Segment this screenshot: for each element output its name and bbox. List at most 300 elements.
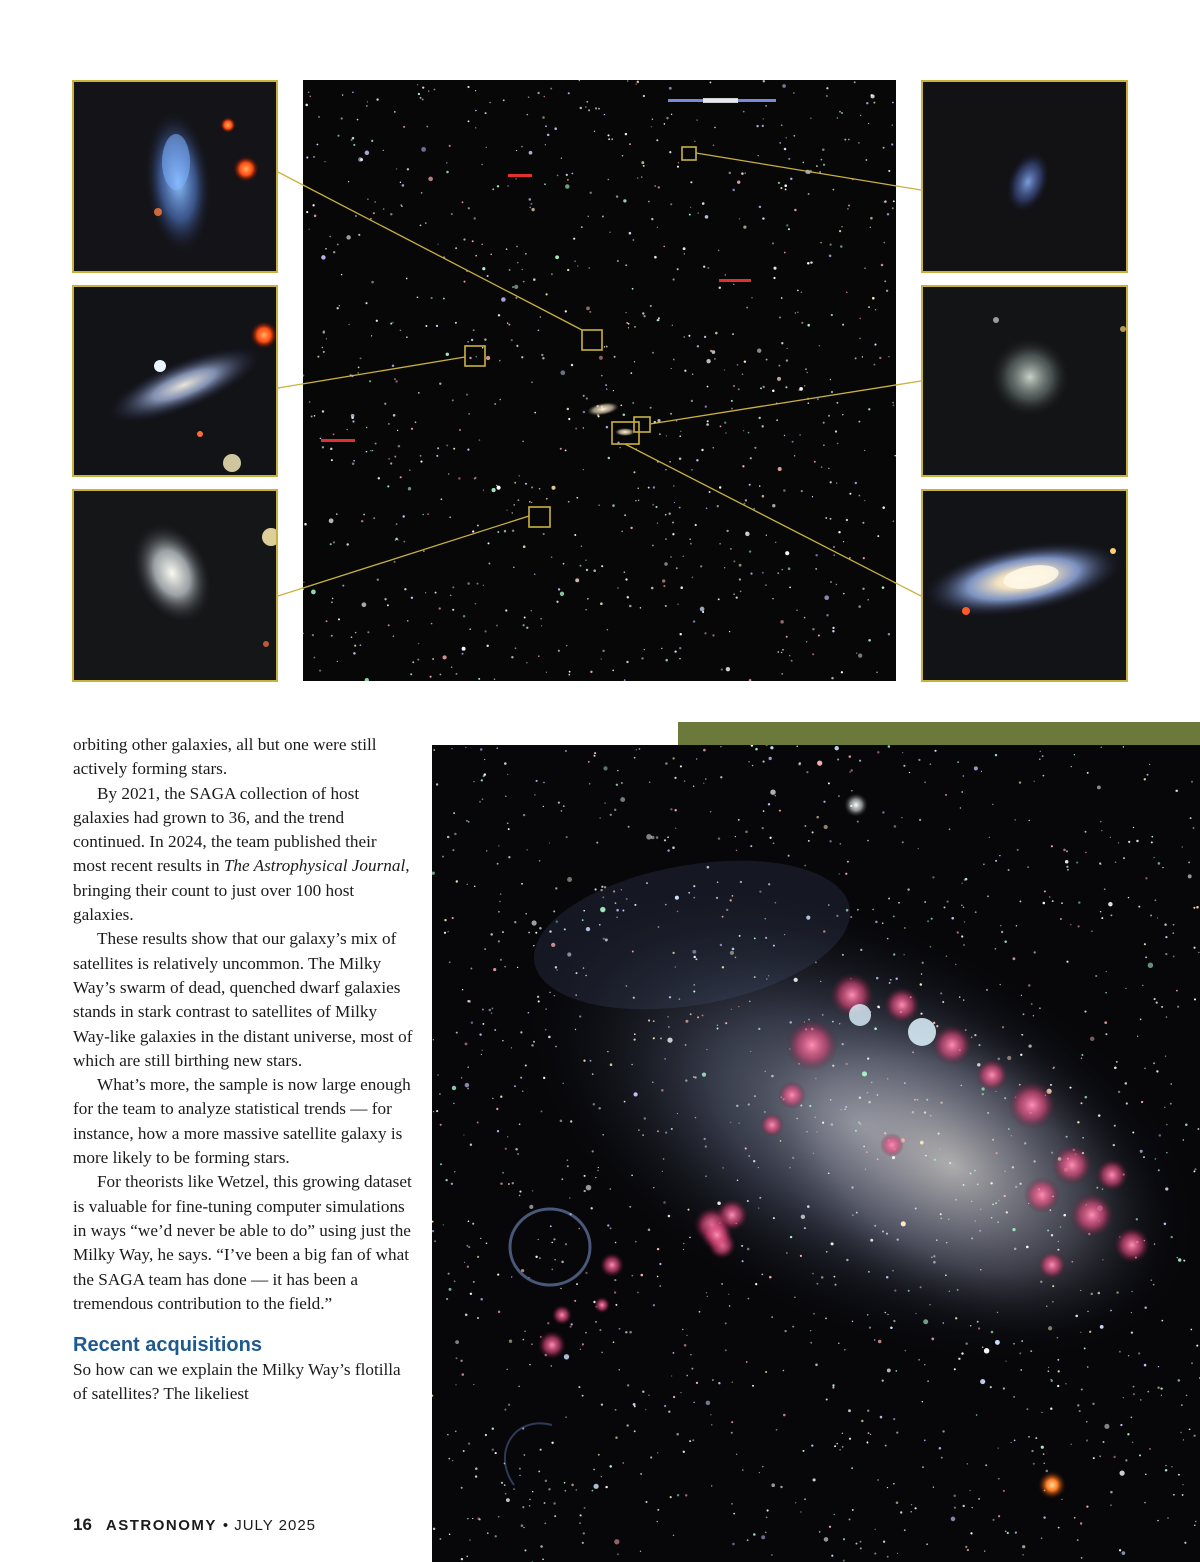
star	[974, 1034, 976, 1036]
star	[1019, 1352, 1021, 1354]
star	[1194, 1524, 1195, 1525]
star	[1014, 1248, 1016, 1250]
star	[997, 1312, 998, 1313]
star	[626, 985, 628, 987]
star	[939, 1148, 941, 1150]
star	[844, 1108, 846, 1110]
star	[881, 264, 884, 267]
star	[831, 1555, 833, 1557]
star	[1085, 831, 1087, 833]
star	[874, 1339, 875, 1340]
star	[846, 292, 847, 293]
star	[656, 139, 658, 141]
star	[1043, 902, 1046, 905]
star	[804, 385, 805, 386]
star	[482, 1023, 484, 1025]
star	[422, 86, 424, 88]
star	[670, 1496, 672, 1498]
star	[671, 368, 672, 369]
star	[688, 335, 690, 337]
star	[611, 138, 613, 140]
star-field-image	[303, 80, 896, 681]
star	[742, 373, 744, 375]
star	[401, 206, 402, 207]
star	[737, 1180, 739, 1182]
star	[496, 485, 497, 486]
star	[810, 1342, 812, 1344]
star	[838, 531, 840, 533]
star	[529, 1205, 533, 1209]
star	[654, 185, 656, 187]
star	[1019, 781, 1021, 783]
star	[642, 1134, 644, 1136]
star	[885, 1312, 887, 1314]
star	[427, 513, 428, 514]
star	[553, 910, 555, 912]
star	[594, 131, 595, 132]
star	[400, 476, 402, 478]
star	[933, 1486, 934, 1487]
star	[652, 1081, 654, 1083]
star	[477, 525, 479, 527]
star	[1070, 924, 1072, 926]
star	[998, 1515, 1000, 1517]
star	[484, 773, 486, 775]
star	[896, 1501, 899, 1504]
star	[314, 657, 316, 659]
star	[732, 333, 734, 335]
star	[1040, 751, 1042, 753]
star	[821, 1276, 824, 1279]
star	[352, 462, 355, 465]
star	[1182, 1484, 1183, 1485]
star	[455, 322, 457, 324]
star	[770, 789, 775, 794]
star	[788, 228, 790, 230]
star	[522, 1506, 524, 1508]
star	[1080, 1332, 1081, 1333]
star	[586, 397, 588, 399]
star	[867, 599, 869, 601]
star	[1030, 1350, 1032, 1352]
star	[504, 530, 506, 532]
star	[1001, 931, 1003, 933]
star	[624, 514, 626, 516]
star	[549, 842, 550, 843]
star	[584, 1507, 586, 1509]
star	[696, 758, 697, 759]
star	[686, 1375, 688, 1377]
star	[453, 448, 455, 450]
star	[804, 1498, 806, 1500]
inset-spiral-host-galaxy	[921, 489, 1128, 682]
star	[502, 931, 504, 933]
star	[784, 184, 787, 187]
star	[352, 420, 354, 422]
star	[1007, 1532, 1009, 1534]
star	[788, 855, 790, 857]
star	[631, 1064, 633, 1066]
star	[526, 849, 527, 850]
star	[784, 934, 785, 935]
star	[535, 1256, 537, 1258]
star	[333, 251, 335, 253]
star	[332, 598, 334, 600]
star	[482, 347, 484, 349]
star	[720, 944, 722, 946]
star	[802, 1450, 804, 1452]
star	[943, 1322, 945, 1324]
section-accent-bar	[678, 722, 1200, 745]
star	[361, 520, 363, 522]
star	[462, 989, 463, 990]
star	[392, 364, 395, 367]
star	[1058, 1370, 1060, 1372]
star	[396, 168, 397, 169]
star	[417, 84, 418, 85]
star	[856, 1543, 858, 1545]
star	[492, 1449, 494, 1451]
star	[365, 302, 367, 304]
star	[697, 1016, 699, 1018]
star	[1076, 862, 1078, 864]
star	[555, 1046, 557, 1048]
paragraph: orbiting other galaxies, all but one were still actively forming stars.	[73, 735, 377, 779]
star	[975, 1220, 976, 1221]
star	[519, 1195, 521, 1197]
star	[888, 356, 889, 357]
star	[1051, 1234, 1053, 1236]
star	[460, 1360, 462, 1362]
star	[961, 935, 963, 937]
star	[998, 1447, 999, 1448]
star	[440, 1124, 442, 1126]
star	[748, 761, 749, 762]
star	[759, 1197, 761, 1199]
star	[702, 1014, 704, 1016]
star	[373, 517, 375, 519]
star	[461, 1558, 463, 1560]
star	[600, 602, 603, 605]
star	[851, 769, 853, 771]
star	[664, 839, 666, 841]
star	[1164, 1223, 1167, 1226]
star	[400, 204, 401, 205]
star	[731, 400, 733, 402]
star	[663, 1201, 666, 1204]
star	[616, 909, 619, 912]
inset-faint-blue-dwarf-galaxy	[921, 80, 1128, 273]
star	[963, 775, 965, 777]
star	[492, 188, 494, 190]
star	[586, 1185, 592, 1191]
star	[477, 1256, 479, 1258]
star	[653, 486, 655, 488]
star	[871, 94, 875, 98]
star	[892, 207, 894, 209]
star	[1151, 1279, 1153, 1281]
star	[977, 1183, 979, 1185]
star	[488, 542, 490, 544]
star	[690, 543, 692, 545]
star	[725, 1022, 727, 1024]
star	[546, 498, 548, 500]
star	[863, 557, 865, 559]
star	[439, 674, 441, 676]
star	[304, 523, 307, 526]
star	[1048, 1367, 1049, 1368]
star	[1081, 1388, 1083, 1390]
star	[1170, 1103, 1172, 1105]
star	[927, 920, 929, 922]
star	[516, 150, 517, 151]
star	[582, 919, 584, 921]
star	[806, 916, 810, 920]
star	[797, 311, 799, 313]
star	[1102, 1259, 1103, 1260]
star	[599, 924, 601, 926]
star	[703, 266, 705, 268]
star	[601, 565, 603, 567]
star	[388, 423, 390, 425]
star	[825, 1318, 827, 1320]
star	[468, 120, 470, 122]
star	[388, 458, 390, 460]
star	[503, 99, 505, 101]
star	[541, 354, 543, 356]
star	[640, 1473, 642, 1475]
star	[758, 1028, 760, 1030]
star	[761, 1535, 765, 1539]
star	[1138, 1352, 1140, 1354]
star	[763, 118, 764, 119]
star	[421, 147, 426, 152]
star	[1019, 900, 1021, 902]
inset-diffuse-dwarf-galaxy	[921, 285, 1128, 477]
star	[608, 138, 610, 140]
star	[546, 672, 547, 673]
star	[789, 1021, 792, 1024]
star	[651, 126, 652, 127]
star	[920, 1141, 924, 1145]
star	[702, 611, 704, 613]
star	[491, 1007, 493, 1009]
star	[759, 417, 761, 419]
star	[707, 386, 709, 388]
star	[512, 530, 514, 533]
star	[1021, 1340, 1023, 1342]
star	[849, 1518, 851, 1520]
star	[586, 927, 590, 931]
star	[582, 1343, 584, 1345]
star	[849, 771, 851, 773]
star	[783, 1370, 785, 1372]
star	[625, 264, 627, 266]
star	[484, 630, 486, 632]
star	[1003, 1490, 1005, 1492]
star	[729, 1305, 731, 1307]
star	[1110, 1504, 1112, 1506]
star	[776, 403, 777, 404]
star	[453, 812, 455, 814]
star	[527, 114, 529, 116]
star	[487, 275, 489, 277]
star	[941, 1457, 943, 1459]
star	[877, 751, 879, 753]
star	[363, 514, 365, 516]
star	[976, 1414, 978, 1416]
star	[653, 1037, 655, 1039]
star	[977, 1321, 979, 1323]
star	[610, 1063, 613, 1066]
star	[453, 1103, 455, 1105]
star	[540, 1110, 542, 1112]
star	[796, 1118, 798, 1120]
star	[858, 605, 861, 608]
star	[579, 1015, 581, 1017]
star	[626, 661, 628, 663]
star	[696, 119, 697, 120]
star	[1188, 861, 1190, 863]
star	[753, 1160, 755, 1162]
star	[971, 1036, 973, 1038]
star	[984, 1348, 990, 1354]
page-number: 16	[73, 1515, 92, 1534]
star	[422, 514, 424, 516]
star	[864, 500, 865, 501]
star	[897, 1238, 899, 1240]
star	[606, 346, 608, 348]
star	[366, 105, 368, 107]
star	[452, 1086, 456, 1090]
star	[495, 1452, 497, 1454]
star	[967, 1463, 968, 1464]
star	[859, 338, 861, 340]
star	[1120, 1424, 1122, 1426]
star	[1193, 1170, 1195, 1172]
star	[733, 385, 735, 387]
star	[599, 356, 603, 360]
star	[772, 598, 773, 599]
star	[1004, 940, 1006, 942]
star	[496, 625, 498, 627]
star	[830, 481, 832, 483]
star	[971, 1237, 973, 1239]
star	[645, 1409, 646, 1410]
star	[870, 217, 873, 220]
star	[1171, 1236, 1173, 1238]
star	[703, 783, 704, 784]
star	[784, 435, 785, 436]
star	[920, 1013, 922, 1015]
star	[418, 93, 420, 95]
star	[849, 755, 851, 757]
star	[558, 801, 560, 803]
dwarf-galaxy-svg	[432, 745, 1200, 1562]
star	[613, 390, 614, 391]
star	[842, 1433, 844, 1435]
star	[558, 588, 560, 590]
star	[494, 1029, 496, 1031]
star	[456, 1357, 458, 1359]
star	[631, 1174, 633, 1176]
star	[506, 1498, 510, 1502]
star	[790, 178, 792, 180]
star	[765, 918, 766, 919]
star	[524, 1454, 526, 1456]
star	[531, 208, 534, 211]
star	[754, 1095, 756, 1097]
star	[421, 192, 423, 194]
star	[1194, 998, 1196, 1000]
star	[601, 1352, 603, 1354]
star	[731, 1009, 732, 1010]
star	[544, 1502, 546, 1504]
star	[446, 171, 449, 174]
star	[595, 107, 597, 109]
star	[1195, 1521, 1196, 1522]
star	[1116, 1061, 1118, 1063]
star	[545, 1029, 546, 1030]
star	[665, 605, 667, 607]
star	[1086, 1439, 1088, 1441]
star	[798, 389, 800, 391]
star	[487, 1532, 489, 1534]
star	[595, 1177, 596, 1178]
star	[485, 112, 487, 114]
star	[872, 909, 873, 910]
star	[443, 256, 445, 258]
star	[455, 1340, 459, 1344]
star	[957, 761, 959, 763]
star	[951, 917, 954, 920]
star	[1183, 1260, 1185, 1262]
star	[1116, 1291, 1118, 1293]
star	[1065, 860, 1069, 864]
star	[1003, 1387, 1005, 1389]
star	[794, 1297, 796, 1299]
star	[1005, 1530, 1007, 1532]
star	[341, 117, 343, 119]
star	[793, 135, 795, 137]
star	[1000, 925, 1002, 927]
star	[605, 384, 607, 386]
star	[472, 240, 474, 242]
star	[512, 512, 513, 513]
star	[815, 1078, 817, 1080]
star	[467, 341, 468, 342]
star	[558, 650, 560, 652]
star	[481, 1054, 482, 1055]
star	[1136, 840, 1138, 842]
star	[507, 822, 509, 824]
star	[690, 207, 691, 208]
star	[637, 488, 639, 490]
star	[560, 1288, 561, 1289]
star	[371, 281, 374, 284]
star	[370, 450, 371, 451]
star	[605, 938, 608, 941]
star	[634, 1430, 636, 1432]
star	[639, 748, 641, 750]
star	[498, 1516, 500, 1518]
star	[616, 195, 618, 197]
star	[971, 1201, 972, 1202]
star	[887, 1487, 888, 1488]
star	[1155, 899, 1157, 901]
star	[688, 1209, 690, 1211]
star	[475, 603, 477, 605]
